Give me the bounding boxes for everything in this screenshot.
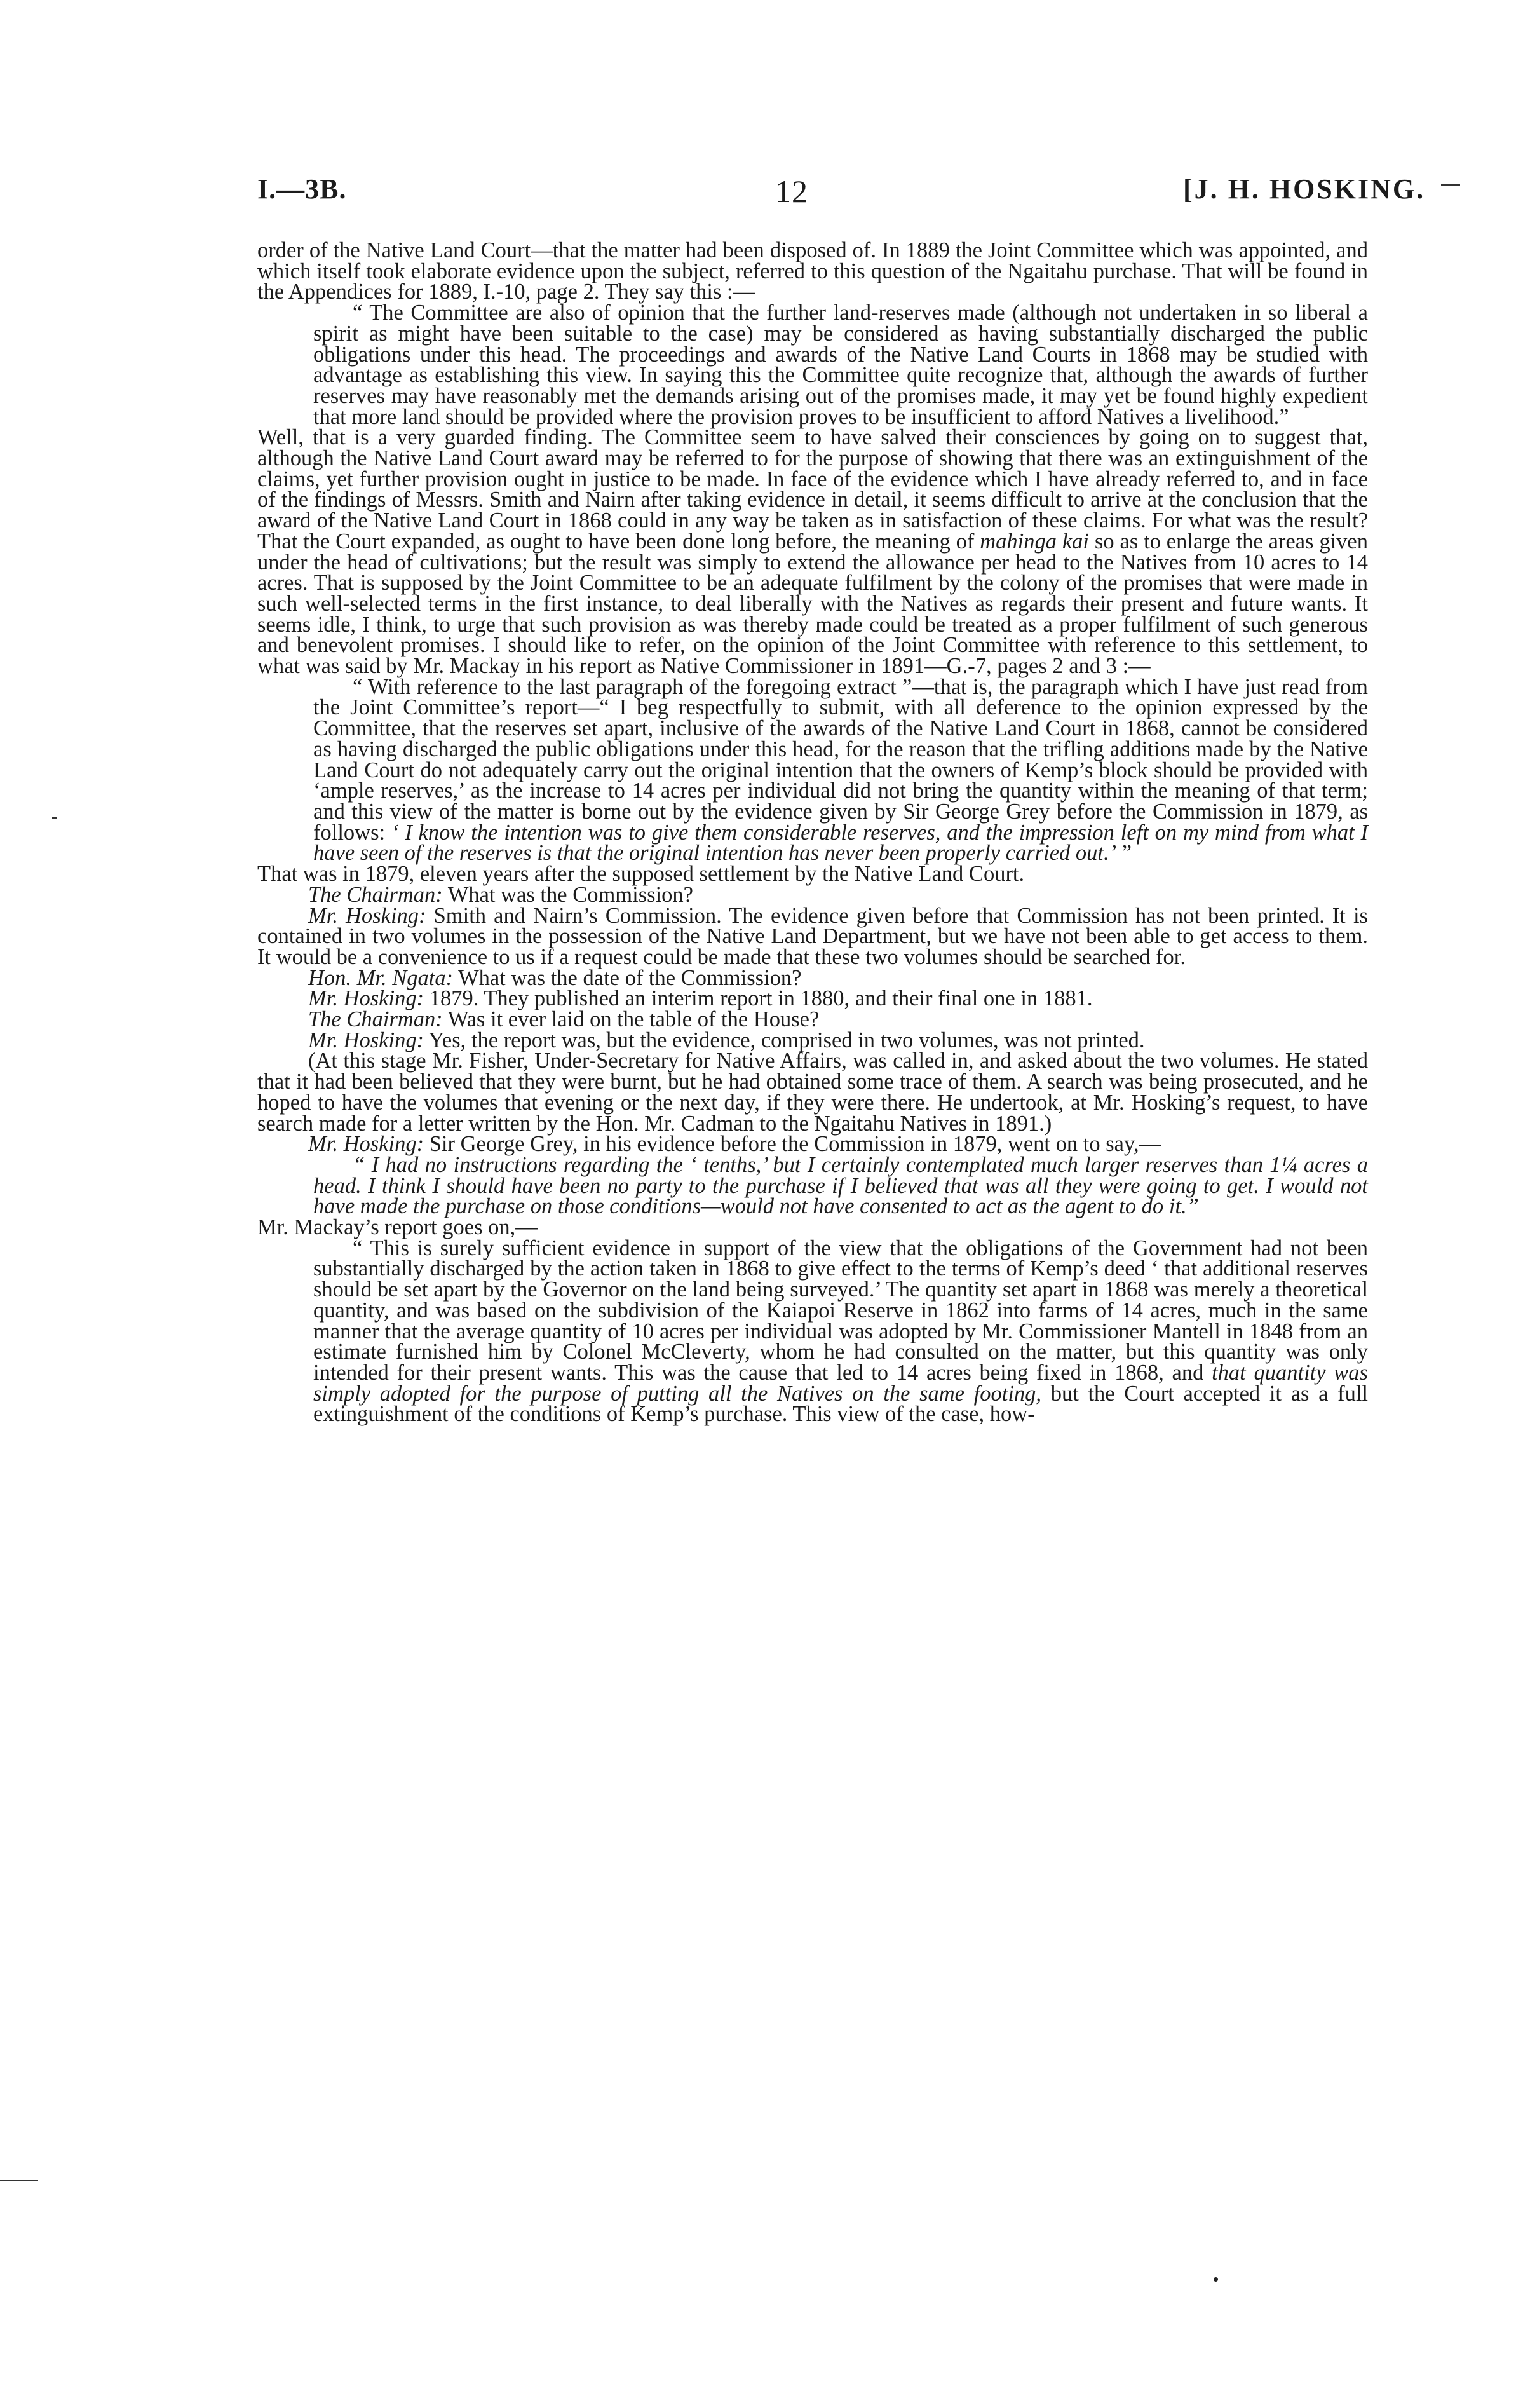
speaker-name: Mr. Hosking: [308,1028,424,1052]
speech: Mr. Hosking: Sir George Grey, in his evidence before the Commission in 1879, went on to say,— [308,1132,1161,1157]
speaker-name: Hon. Mr. Ngata: [308,965,454,990]
italic-quote: ‘ I know the intention was to give them considerable reserves, and the impression left on my mind from what I have seen of the reserves is that the original intention has never been properly carried out.’ [313,820,1368,866]
speaker-name: Mr. Hosking: [308,986,424,1011]
quotation-italic: “ I had no instructions regarding the ‘ tenths,’ but I certainly contemplated much larger reserves than 1¼ acres a head. I think I should have been no party to the purchase if I believed that was all they were going to get. I would not have made the purchase on those conditions—would not have consented to act as the agent to do it.” [313,1152,1368,1219]
speaker-name: Mr. Hosking: [308,1132,424,1157]
paragraph: order of the Native Land Court—that the matter had been disposed of. In 1889 the Joint Committee which was appointed, and which itself took elaborate evidence upon the subject, referred to this question of the Ngaitahu purchase. That will be found in the Appendices for 1889, I.-10, page 2. They say this :— [257,238,1368,304]
speech: Hon. Mr. Ngata: What was the date of the Commission? [308,965,802,990]
paragraph: That was in 1879, eleven years after the supposed settlement by the Native Land Court. [257,862,1025,887]
speech: Mr. Hosking: Yes, the report was, but the evidence, comprised in two volumes, was not printed. [308,1028,1145,1052]
quotation: “ The Committee are also of opinion that the further land-reserves made (although not undertaken in so liberal a spirit as might have been suitable to the case) may be considered as having substantially discharged the public obligations under this head. The proceedings and awards of the Native Land Courts in 1868 may be studied with advantage as establishing this view. In saying this the Committee quite recognize that, although the awards of further reserves may have reasonably met the demands arising out of the promises made, it may yet be found highly expedient that more land should be provided where the provision proves to be insufficient to afford Natives a livelihood.” [313,301,1368,429]
speech: The Chairman: Was it ever laid on the table of the House? [308,1007,820,1032]
speaker-name: The Chairman: [308,882,443,907]
italic-term: mahinga kai [980,529,1090,554]
scan-speck [1214,2277,1218,2282]
quotation: “ With reference to the last paragraph of the foregoing extract ”—that is, the paragraph which I have just read from the Joint Committee’s report—“ I beg respectfully to submit, with all deference to the opinion expressed by the Committee, that the reserves set apart, inclusive of the awards of the Native Land Court in 1868, cannot be considered as having discharged the public obligations under this head, for the reason that the trifling additions made by the Native Land Court do not adequately carry out the original intention that the owners of Kemp’s block should be provided with ‘ample reserves,’ as the increase to 14 acres per individual did not bring the quantity within the meaning of that term; and this view of the matter is borne out by the evidence given by Sir George Grey before the Commission in 1879, as follows: ‘ I know the intention was to give them considerable reserves, and the impression left on my mind from what I have seen of the reserves is that the original intention has never been properly carried out.’ ” [313,674,1368,866]
page-header [0,173,1516,217]
speech: The Chairman: What was the Commission? [308,882,693,907]
speech: Mr. Hosking: 1879. They published an interim report in 1880, and their final one in 1881. [308,986,1093,1011]
page-number: 12 [775,173,808,209]
paragraph: Well, that is a very guarded finding. The Committee seem to have salved their consciences by going on to suggest that, although the Native Land Court award may be referred to for the purpose of showing that there was an extinguishment of the claims, yet further provision ought in justice to be made. In face of the evidence which I have already referred to, and in face of the findings of Messrs. Smith and Nairn after taking evidence in detail, it seems difficult to arrive at the conclusion that the award of the Native Land Court in 1868 could in any way be taken as in satisfaction of these claims. For what was the result? That the Court expanded, as ought to have been done long before, the meaning of mahinga kai so as to enlarge the areas given under the head of cultivations; but the result was simply to extend the allowance per head to the Natives from 10 acres to 14 acres. That is supposed by the Joint Committee to be an adequate fulfilment by the colony of the promises that were made in such well-selected terms in the first instance, to deal liberally with the Natives as regards their present and future wants. It seems idle, I think, to urge that such provision as was thereby made could be treated as a proper fulfilment of such generous and benevolent promises. I should like to refer, on the opinion of the Joint Committee with reference to this settlement, to what was said by Mr. Mackay in his report as Native Commissioner in 1891—G.-7, pages 2 and 3 :— [257,425,1368,679]
paragraph: Mr. Mackay’s report goes on,— [257,1215,538,1240]
speaker-name: The Chairman: [308,1007,443,1032]
scan-mark [1441,184,1460,186]
speaker-reference: [J. H. HOSKING. [1183,173,1426,205]
stage-note: (At this stage Mr. Fisher, Under-Secretary for Native Affairs, was called in, and asked about the two volumes. He stated that it had been believed that they were burnt, but he had obtained some trace of them. A search was being prosecuted, and he hoped to have the volumes that evening or the next day, if they were there. He undertook, at Mr. Hosking’s request, to have search made for a letter written by the Hon. Mr. Cadman to the Ngaitahu Natives in 1891.) [257,1049,1368,1136]
speaker-name: Mr. Hosking: [308,903,426,928]
speech: Mr. Hosking: Smith and Nairn’s Commission. The evidence given before that Commission has not been printed. It is contained in two volumes in the possession of the Native Land Department, but we have not been able to get access to them. It would be a convenience to us if a request could be made that these two volumes should be searched for. [257,903,1368,969]
scan-mark [52,817,57,819]
document-body [257,240,1368,1425]
scan-mark [0,2180,38,2181]
quotation: “ This is surely sufficient evidence in support of the view that the obligations of the Government had not been substantially discharged by the action taken in 1868 to give effect to the terms of Kemp’s deed ‘ that additional reserves should be set apart by the Governor on the land being surveyed.’ The quantity set apart in 1868 was merely a theoretical quantity, and was based on the subdivision of the Kaiapoi Reserve in 1862 into farms of 14 acres, much in the same manner that the average quantity of 10 acres per individual was adopted by Mr. Commissioner Mantell in 1848 from an estimate furnished him by Colonel McCleverty, whom he had consulted on the matter, but this quantity was only intended for their present wants. This was the cause that led to 14 acres being fixed in 1868, and that quantity was simply adopted for the purpose of putting all the Natives on the same footing, but the Court accepted it as a full extinguishment of the conditions of Kemp’s purchase. This view of the case, how- [313,1235,1368,1427]
italic-quote: that quantity was simply adopted for the purpose of putting all the Natives on the same footing, [313,1360,1368,1406]
paper-reference: I.—3B. [257,173,347,205]
